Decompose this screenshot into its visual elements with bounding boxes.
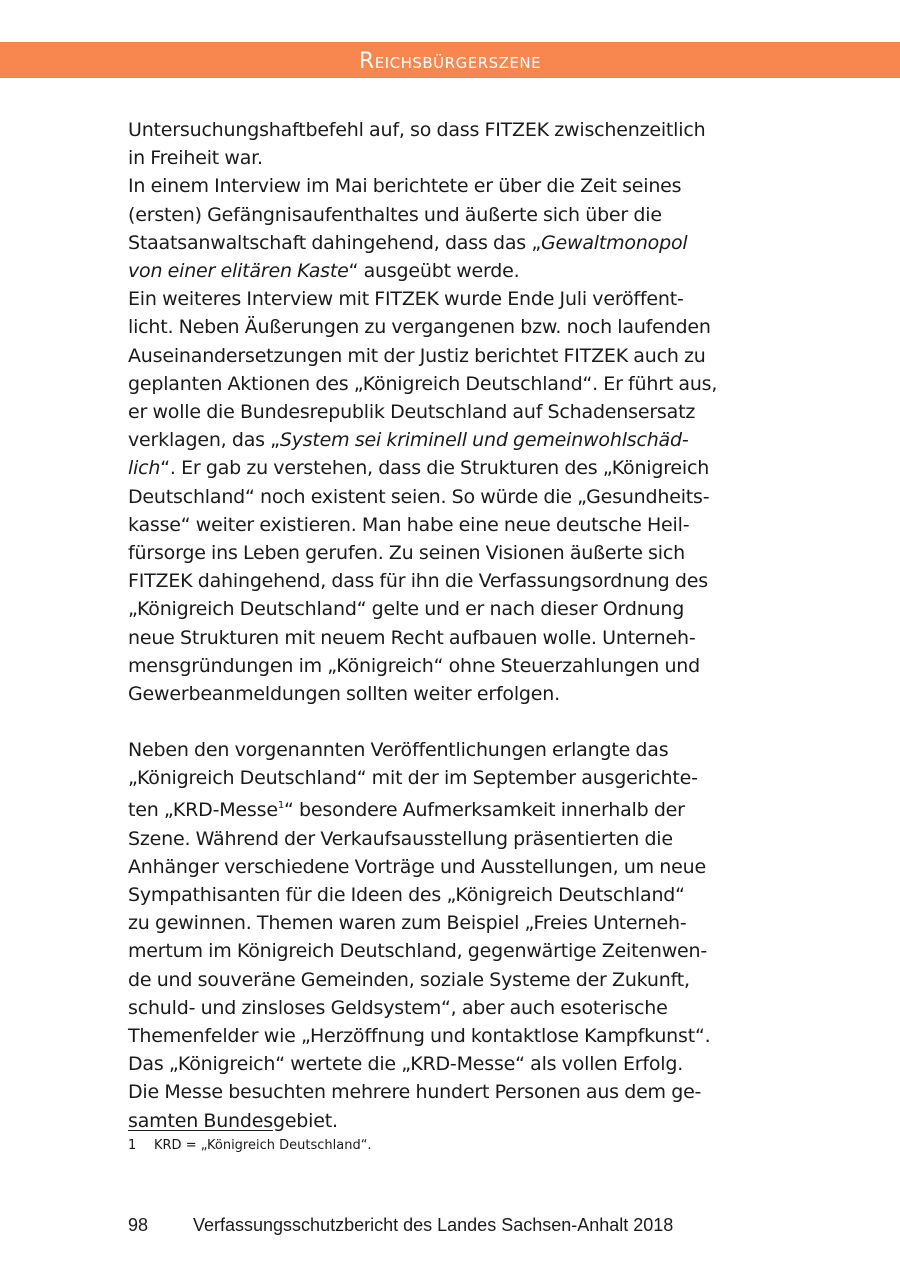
text-line: [128, 792, 778, 824]
publication-title: Verfassungsschutzbericht des Landes Sachsen-Anhalt 2018: [193, 1215, 674, 1235]
text-line: [128, 680, 778, 708]
text-line: [128, 398, 778, 426]
italic-quote: von einer elitären Kaste: [128, 260, 349, 283]
text-segment: Szene. Während der Verkaufsausstellung präsentierten die: [128, 827, 673, 850]
text-line: [128, 342, 778, 370]
page-number: 98: [128, 1215, 149, 1235]
text-segment: Deutschland“ noch existent seien. So würde die „Gesundheits-: [128, 485, 710, 508]
text-segment: „Königreich Deutschland“ gelte und er nach dieser Ordnung: [128, 598, 685, 621]
text-line: [128, 454, 778, 482]
text-line: [128, 1078, 778, 1106]
text-line: [128, 624, 778, 652]
text-line: [128, 229, 778, 257]
text-segment: “. Er gab zu verstehen, dass die Strukturen des „Königreich: [160, 457, 710, 480]
text-line: [128, 257, 778, 285]
italic-quote: System sei kriminell und gemeinwohlschäd-: [279, 429, 689, 452]
page-footer: [128, 1214, 673, 1236]
text-segment: de und souveräne Gemeinden, soziale Systeme der Zukunft,: [128, 968, 690, 991]
section-title: Reichsbürgerszene: [358, 49, 542, 74]
footnote: [128, 1137, 372, 1155]
body-paragraph-1: [128, 116, 778, 708]
text-line: [128, 764, 778, 792]
text-segment: Anhänger verschiedene Vorträge und Ausstellungen, um neue: [128, 855, 706, 878]
text-line: [128, 116, 778, 144]
text-line: [128, 144, 778, 172]
text-segment: In einem Interview im Mai berichtete er über die Zeit seines: [128, 175, 682, 198]
text-line: [128, 994, 778, 1022]
text-line: [128, 201, 778, 229]
text-segment: “ ausgeübt werde.: [348, 260, 520, 283]
text-segment: fürsorge ins Leben gerufen. Zu seinen Visionen äußerte sich: [128, 542, 685, 565]
text-line: [128, 426, 778, 454]
text-line: [128, 736, 778, 764]
text-line: [128, 285, 778, 313]
footnote-text: KRD = „Königreich Deutschland“.: [154, 1138, 372, 1153]
underlined-text: samten Bundes: [128, 1109, 273, 1132]
text-segment: neue Strukturen mit neuem Recht aufbauen wolle. Unterneh-: [128, 626, 696, 649]
text-segment: er wolle die Bundesrepublik Deutschland auf Schadensersatz: [128, 401, 696, 424]
text-segment: „Königreich Deutschland“ mit der im September ausgerichte-: [128, 767, 698, 790]
text-segment: schuld- und zinsloses Geldsystem“, aber auch esoterische: [128, 996, 668, 1019]
text-segment: Untersuchungshaftbefehl auf, so dass FITZEK zwischenzeitlich: [128, 119, 706, 141]
text-line: [128, 825, 778, 853]
text-segment: Ein weiteres Interview mit FITZEK wurde Ende Juli veröffent-: [128, 288, 684, 311]
footnote-number: 1: [128, 1138, 137, 1153]
text-line: [128, 966, 778, 994]
text-line: [128, 937, 778, 965]
text-segment: mensgründungen im „Königreich“ ohne Steuerzahlungen und: [128, 654, 700, 677]
text-line: [128, 370, 778, 398]
text-segment: zu gewinnen. Themen waren zum Beispiel „Freies Unterneh-: [128, 912, 687, 935]
text-line: [128, 881, 778, 909]
text-line: [128, 1107, 778, 1135]
text-line: [128, 595, 778, 623]
text-segment: Gewerbeanmeldungen sollten weiter erfolgen.: [128, 683, 560, 706]
text-line: [128, 172, 778, 200]
section-header-band: [0, 42, 900, 78]
text-segment: Sympathisanten für die Ideen des „Königreich Deutschland“: [128, 884, 685, 907]
text-line: [128, 853, 778, 881]
text-segment: kasse“ weiter existieren. Man habe eine neue deutsche Heil-: [128, 513, 690, 536]
text-line: [128, 483, 778, 511]
text-segment: Neben den vorgenannten Veröffentlichungen erlangte das: [128, 739, 669, 761]
text-segment: Staatsanwaltschaft dahingehend, dass das „: [128, 231, 541, 254]
text-segment: FITZEK dahingehend, dass für ihn die Verfassungsordnung des: [128, 570, 708, 593]
text-segment: mertum im Königreich Deutschland, gegenwärtige Zeitenwen-: [128, 940, 708, 963]
text-line: [128, 567, 778, 595]
body-paragraph-2: [128, 736, 778, 1135]
text-segment: “ besondere Aufmerksamkeit innerhalb der: [283, 799, 685, 822]
text-line: [128, 652, 778, 680]
italic-quote: lich: [128, 457, 161, 480]
text-segment: Themenfelder wie „Herzöffnung und kontaktlose Kampfkunst“.: [128, 1025, 711, 1048]
text-segment: in Freiheit war.: [128, 147, 263, 170]
text-segment: gebiet.: [272, 1109, 338, 1132]
text-line: [128, 1050, 778, 1078]
italic-quote: Gewaltmonopol: [540, 231, 688, 254]
footnote-reference: 1: [277, 800, 284, 812]
text-line: [128, 313, 778, 341]
text-segment: Die Messe besuchten mehrere hundert Personen aus dem ge-: [128, 1081, 702, 1104]
text-segment: ten „KRD-Messe: [128, 799, 278, 822]
text-segment: verklagen, das „: [128, 429, 280, 452]
text-line: [128, 909, 778, 937]
text-segment: geplanten Aktionen des „Königreich Deutschland“. Er führt aus,: [128, 372, 718, 395]
text-line: [128, 539, 778, 567]
text-segment: Auseinandersetzungen mit der Justiz berichtet FITZEK auch zu: [128, 344, 706, 367]
text-line: [128, 511, 778, 539]
text-segment: licht. Neben Äußerungen zu vergangenen bzw. noch laufenden: [128, 316, 711, 339]
text-segment: Das „Königreich“ wertete die „KRD-Messe“ als vollen Erfolg.: [128, 1053, 684, 1076]
text-line: [128, 1022, 778, 1050]
text-segment: (ersten) Gefängnisaufenthaltes und äußerte sich über die: [128, 203, 662, 226]
